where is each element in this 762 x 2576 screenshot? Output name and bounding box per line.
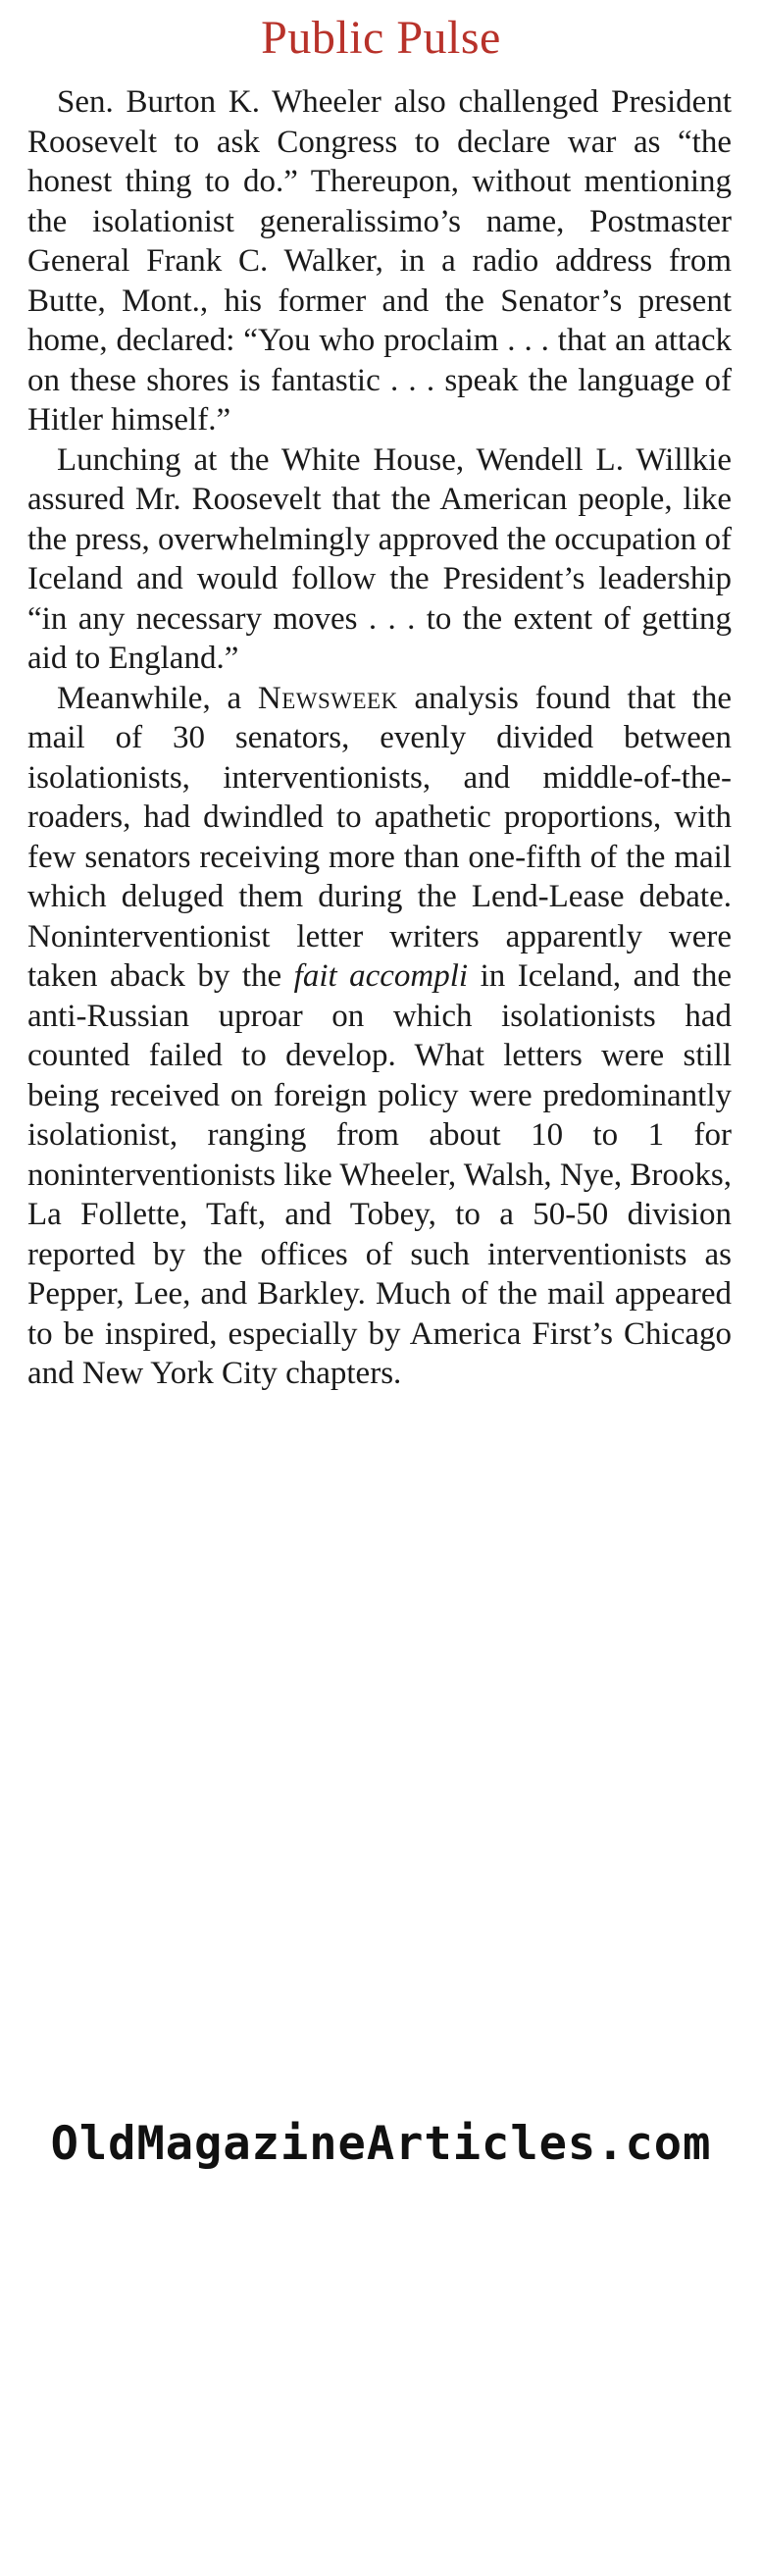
paragraph-3-part-3: in Iceland, and the anti-Russian uproar on which isolationists had counted failed to develop. What letters were still being received on foreign policy were predominantly isolationist, ranging from about 10 to 1 for noninterventionists like Wheeler, Walsh, Nye, Brooks, La Follette, Taft, and Tobey, to a 50-50 division reported by the offices of such interventionists as Pepper, Lee, and Barkley. Much of the mail appeared to be inspired, especially by America First’s Chicago and New York City chapters. <box>27 958 733 1391</box>
paragraph-2: Lunching at the White House, Wendell L. Willkie assured Mr. Roosevelt that the American people, like the press, overwhelmingly approved the occupation of Iceland and would follow the President’s leadership “in any necessary moves . . . to the extent of getting aid to England.” <box>27 441 732 676</box>
paragraph-3 <box>27 679 732 1394</box>
italic-phrase: fait accompli <box>293 958 469 994</box>
paragraph-3-part-2: analysis found that the mail of 30 senators, evenly divided between isolationists, interventionists, and middle-of-the-roaders, had dwindled to apathetic proportions, with few senators receiving more than one-fifth of the mail which deluged them during the Lend-Lease debate. Noninterventionist letter writers apparently were taken aback by the <box>27 680 732 994</box>
paragraph-1: Sen. Burton K. Wheeler also challenged President Roosevelt to ask Congress to declare war as “the honest thing to do.” Thereupon, without mentioning the isolationist generalissimo’s name, Postmaster General Frank C. Walker, in a radio address from Butte, Mont., his former and the Senator’s present home, declared: “You who proclaim . . . that an attack on these shores is fantastic . . . speak the language of Hitler himself.” <box>27 84 732 438</box>
article-title: Public Pulse <box>261 12 501 64</box>
site-watermark: OldMagazineArticles.com <box>50 2117 712 2171</box>
paragraph-3-part-1: Meanwhile, a <box>57 680 258 716</box>
article-body <box>27 82 732 1394</box>
publication-name: Newsweek <box>257 680 398 716</box>
